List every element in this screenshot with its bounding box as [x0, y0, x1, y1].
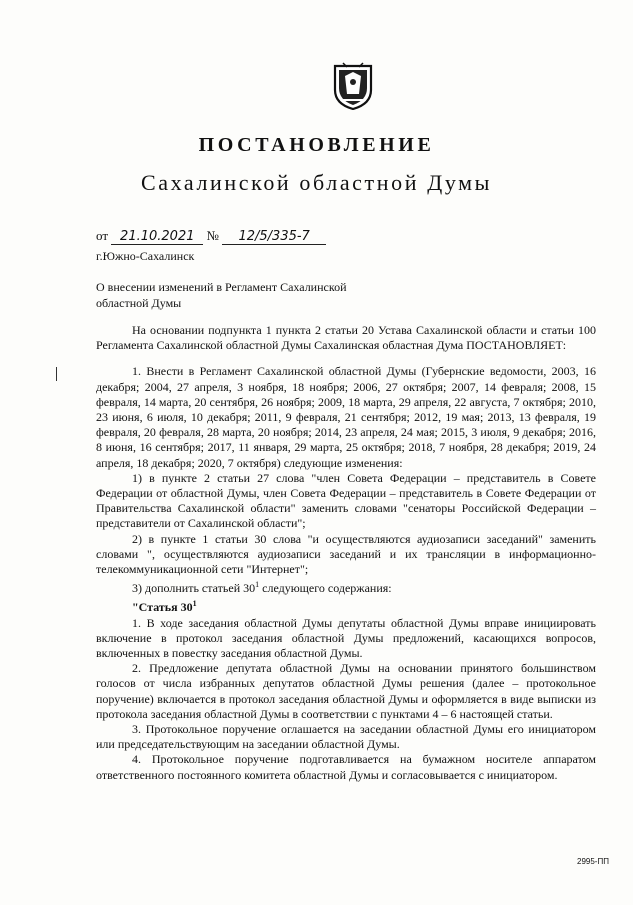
article-item-3: 3. Протокольное поручение оглашается на заседании областной Думы его инициатором или председательствующим на заседании областной Думы.: [96, 722, 596, 752]
paragraph-1-3-tail: следующего содержания:: [259, 581, 392, 596]
city: г.Южно-Сахалинск: [96, 249, 195, 263]
article-item-4: 4. Протокольное поручение подготавливается на бумажном носителе аппаратом ответственного постоянного комитета областной Думы и согласовывается с инициатором.: [96, 752, 596, 782]
date-prefix: от: [96, 228, 109, 243]
preamble: На основании подпункта 1 пункта 2 статьи 20 Устава Сахалинской области и статьи 100 Регламента Сахалинской областной Думы Сахалинская областная Дума ПОСТАНОВЛЯЕТ:: [96, 323, 596, 353]
paragraph-1-3-text: 3) дополнить статьей 30: [132, 581, 256, 596]
article-item-2: 2. Предложение депутата областной Думы на основании принятого большинством голосов от числа избранных депутатов областной Думы решения (далее – протокольное поручение) включается в протокол заседания областной Думы и оформляется в виде выписки из протокола заседания областной Думы в соответствии с пунктами 4 – 6 настоящей статьи.: [96, 661, 596, 721]
paragraph-1-1: 1) в пункте 2 статьи 27 слова "член Совета Федерации – представитель в Совете Федерации от областной Думы, член Совета Федерации – представитель в Совете Федерации от Правительства Сахалинской области" заменить словами "сенаторы Российской Федерации – представители от Сахалинской области";: [96, 470, 596, 531]
footer-code: 2995-ПП: [577, 857, 609, 866]
article-item-1: 1. В ходе заседания областной Думы депутаты областной Думы вправе инициировать включение в протокол заседания областной Думы предложений, касающихся вопросов, включенных в повестку заседания областной Думы.: [96, 615, 596, 661]
date-number-line: [96, 228, 326, 245]
document-body: [96, 323, 596, 783]
paragraph-1: 1. Внести в Регламент Сахалинской областной Думы (Губернские ведомости, 2003, 16 декабря; 2004, 27 апреля, 3 ноября, 18 ноября; 2006, 27 октября; 2007, 14 февраля; 2008, 15 февраля, 14 марта, 20 сентября, 26 ноября; 2009, 18 марта, 29 апреля, 22 августа, 7 октября; 2010, 23 июня, 6 июля, 10 декабря; 2011, 9 февраля, 21 сентября; 2012, 19 мая; 2013, 13 февраля, 19 февраля, 20 февраля, 28 марта, 20 ноября; 2014, 23 апреля, 24 мая; 2015, 3 июля, 9 декабря; 2016, 8 июня, 16 сентября; 2017, 11 января, 29 марта, 25 октября; 2018, 7 ноября, 28 декабря; 2019, 24 апреля, 18 декабря; 2020, 7 октября) следующие изменения:: [96, 364, 596, 470]
article-heading: [96, 596, 596, 615]
document-subtitle: Сахалинской областной Думы: [140, 170, 493, 195]
article-heading-sup: 1: [192, 599, 197, 609]
paragraph-1-3-sup: 1: [255, 580, 260, 590]
document-title: ПОСТАНОВЛЕНИЕ: [198, 134, 435, 156]
coat-of-arms-icon: [331, 60, 375, 110]
document-date: 21.10.2021: [111, 229, 203, 245]
paragraph-1-2: 2) в пункте 1 статьи 30 слова "и осуществляются аудиозаписи заседаний" заменить словами ", осуществляются аудиозаписи заседаний и их трансляции в информационно-телекоммуникационной сети "Интернет";: [96, 531, 596, 577]
margin-mark: [56, 367, 57, 381]
subject-heading: О внесении изменений в Регламент Сахалинской областной Думы: [96, 280, 347, 310]
document-number: 12/5/335-7: [222, 229, 326, 245]
paragraph-1-3: [96, 577, 596, 596]
number-prefix: №: [206, 228, 219, 243]
article-heading-text: "Статья 30: [132, 600, 193, 615]
